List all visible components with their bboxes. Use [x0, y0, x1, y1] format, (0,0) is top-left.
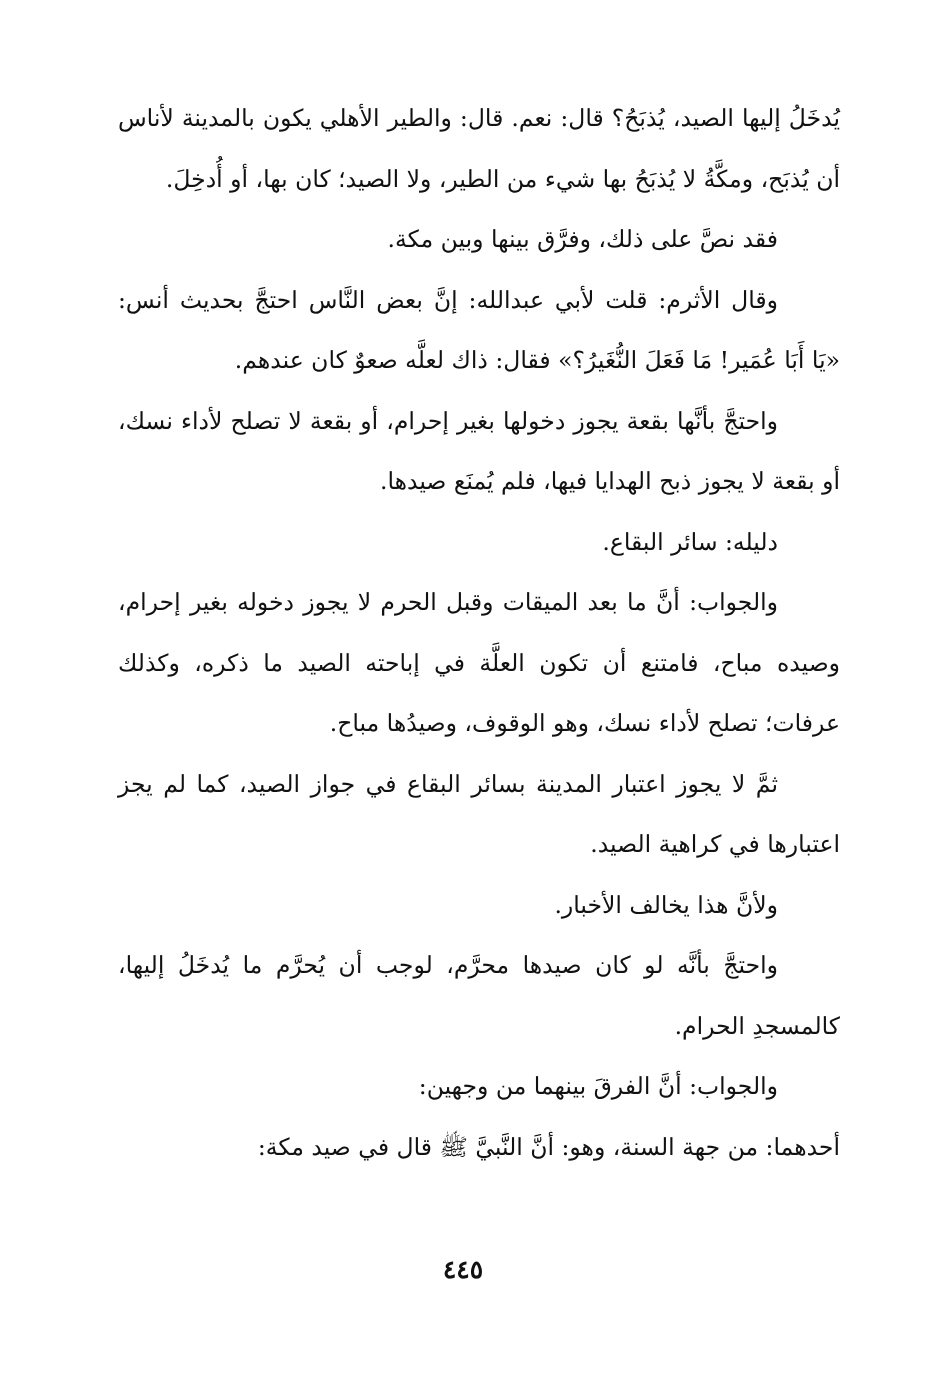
paragraph-5: دليله: سائر البقاع. [602, 527, 778, 556]
paragraph-4: واحتجَّ بأنَّها بقعة يجوز دخولها بغير إحرام، أو بقعة لا تصلح لأداء نسك، أو بقعة لا يجوز ذبح الهدايا فيها، فلم يُمنَع صيدها. [118, 406, 840, 495]
page-number: ٤٤٥ [442, 1255, 484, 1284]
paragraph-2: فقد نصَّ على ذلك، وفرَّق بينها وبين مكة. [387, 225, 778, 253]
paragraph-6: والجواب: أنَّ ما بعد الميقات وقبل الحرم لا يجوز دخوله بغير إحرام، وصيده مباح، فامتنع أن تكون العلَّة في إباحته الصيد ما ذكره، وكذلك عرفات؛ تصلح لأداء نسك، وهو الوقوف، وصيدُها مباح. [118, 588, 840, 737]
paragraph-9: واحتجَّ بأنَّه لو كان صيدها محرَّم، لوجب أن يُحرَّم ما يُدخَلُ إليها، كالمسجدِ الحرام. [118, 951, 840, 1040]
paragraph-3: وقال الأثرم: قلت لأبي عبدالله: إنَّ بعض النَّاس احتجَّ بحديث أنس: «يَا أَبَا عُمَير! مَا فَعَلَ النُّغَيرُ؟» فقال: ذاك لعلَّه صعوٌ كان عندهم. [118, 285, 840, 374]
paragraph-11: أحدهما: من جهة السنة، وهو: أنَّ النَّبيَّ ﷺ قال في صيد مكة: [257, 1132, 840, 1161]
paragraph-7: ثمَّ لا يجوز اعتبار المدينة بسائر البقاع في جواز الصيد، كما لم يجز اعتبارها في كراهية الصيد. [118, 769, 840, 858]
paragraph-1: يُدخَلُ إليها الصيد، يُذبَحُ؟ قال: نعم. قال: والطير الأهلي يكون بالمدينة لأناس أن يُذبَح، ومكَّةُ لا يُذبَحُ بها شيء من الطير، ولا الصيد؛ كان بها، أو أُدخِلَ. [118, 104, 840, 193]
paragraph-8: ولأنَّ هذا يخالف الأخبار. [554, 890, 778, 919]
paragraph-10: والجواب: أنَّ الفرقَ بينهما من وجهين: [418, 1072, 778, 1100]
body-text [118, 88, 840, 1177]
